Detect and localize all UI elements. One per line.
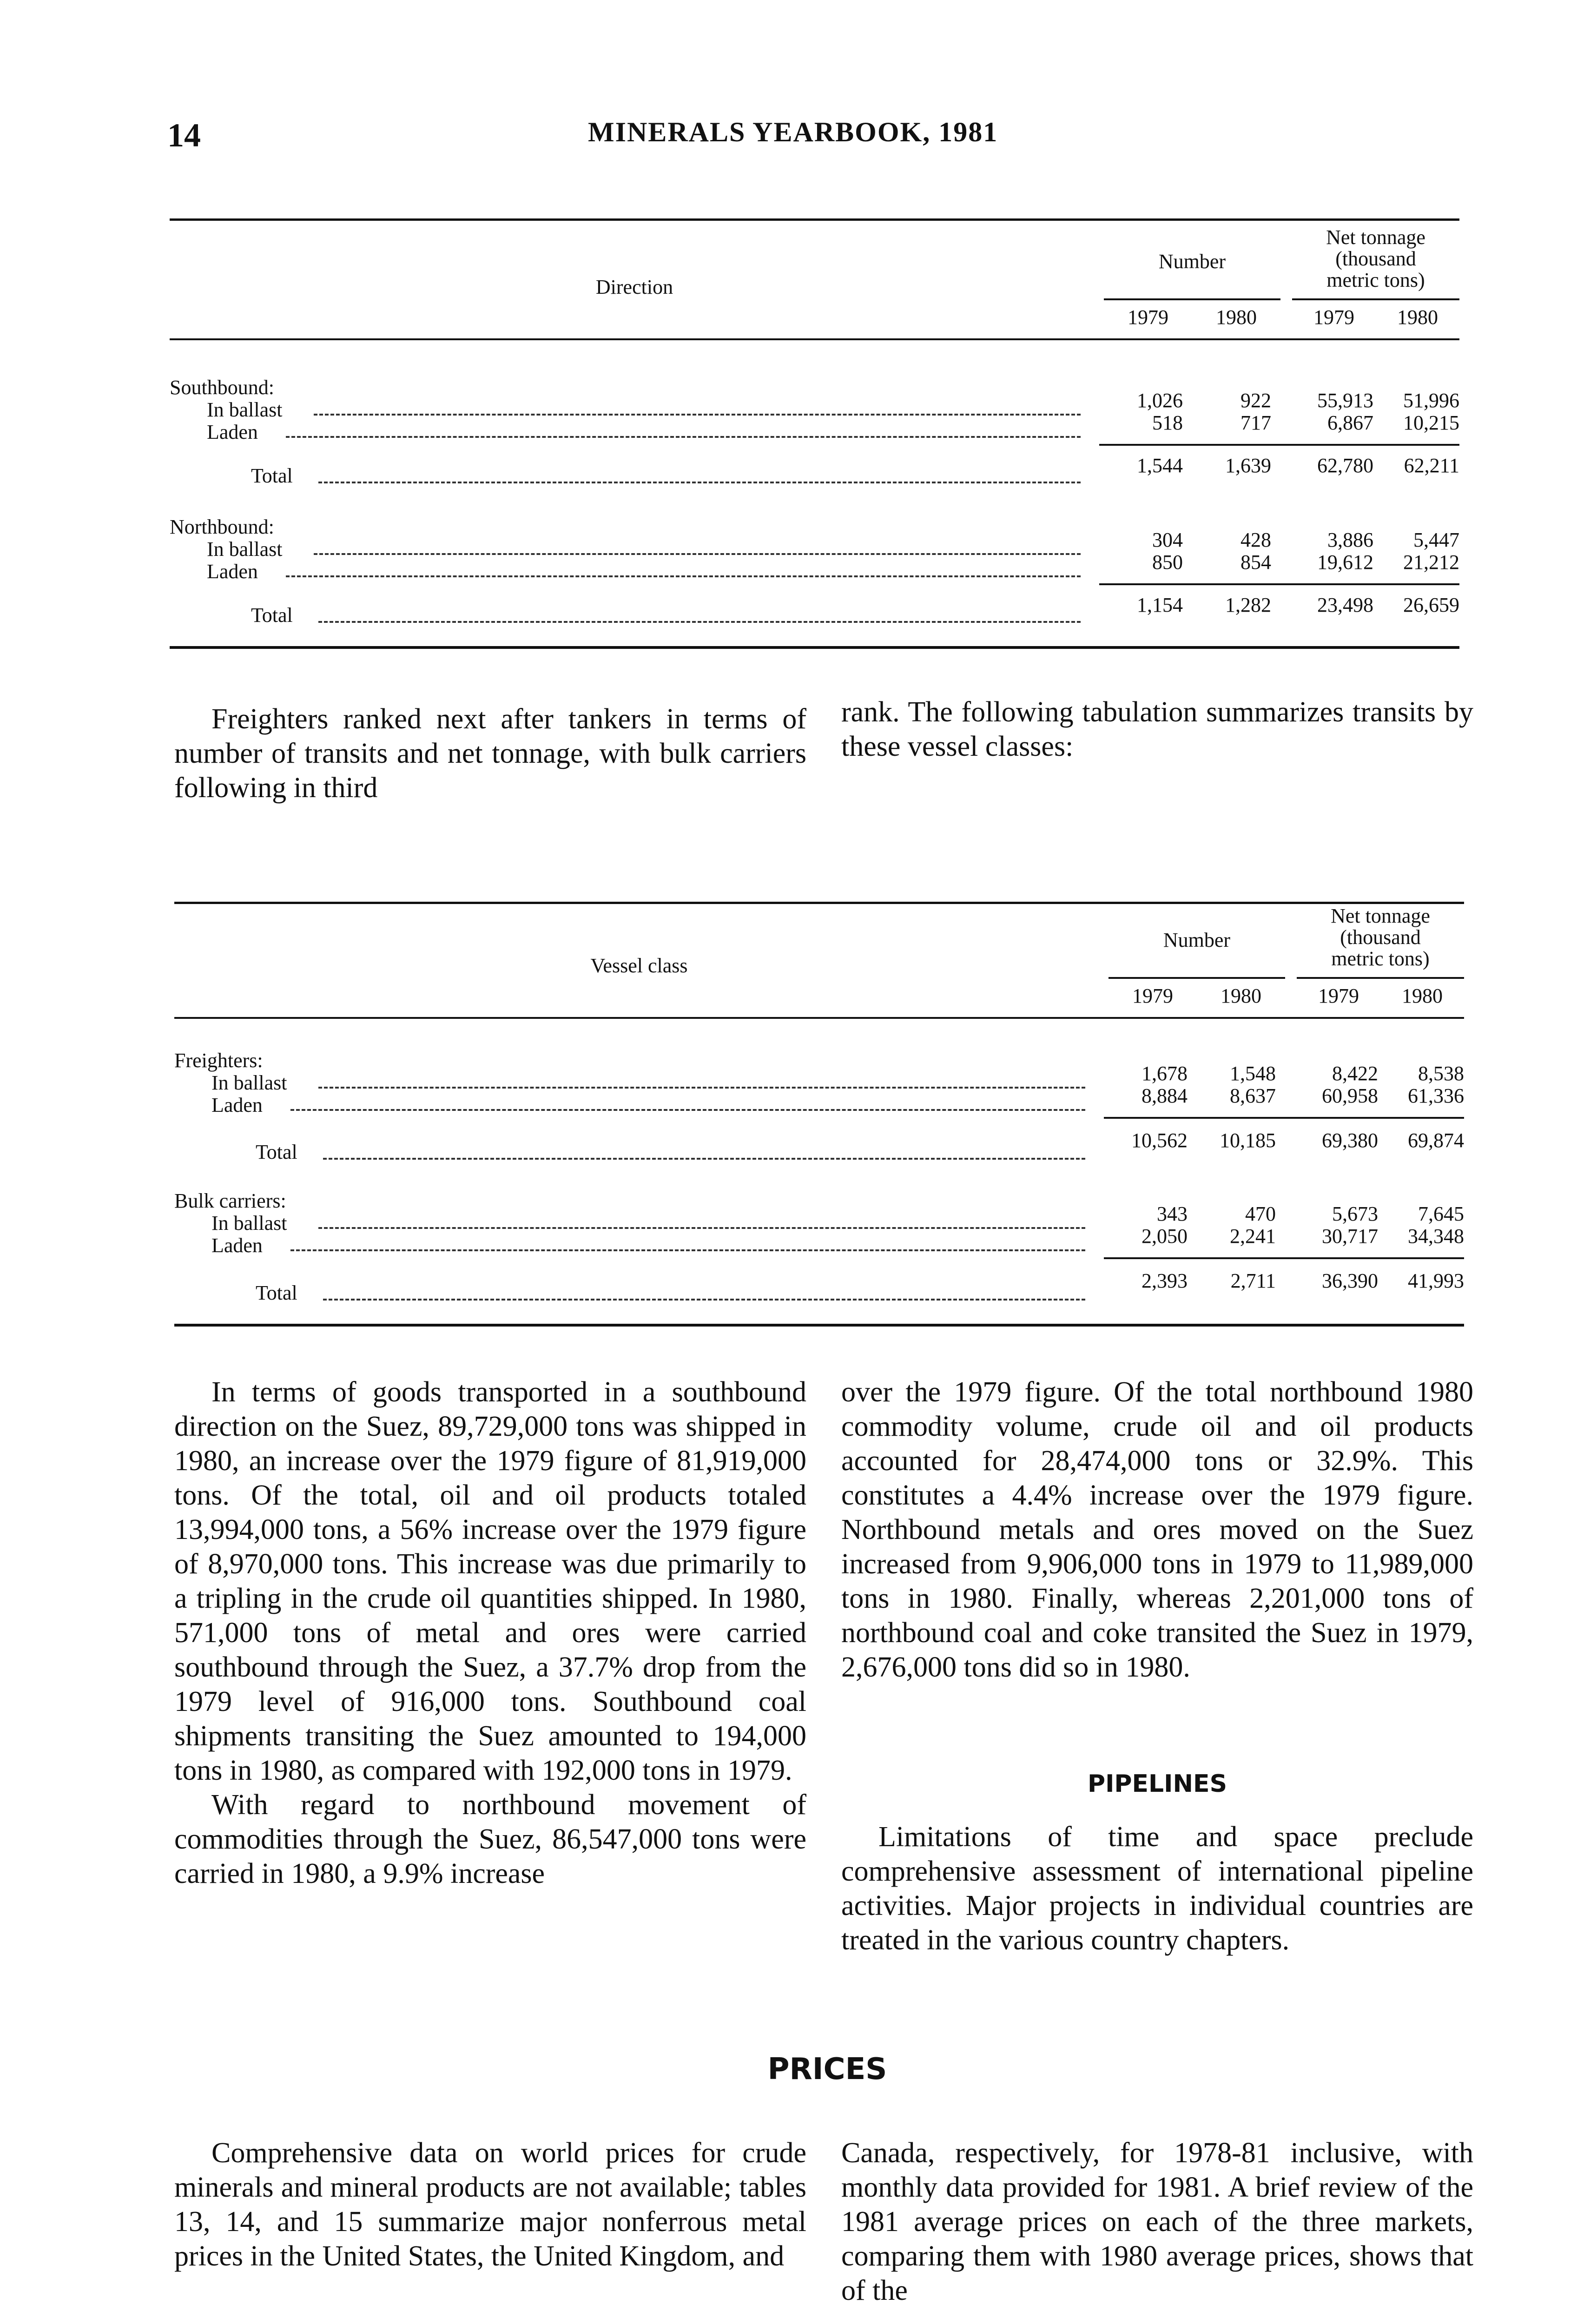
text-column-left	[174, 1375, 806, 1891]
table-cell: 1,678	[1142, 1062, 1188, 1085]
table-cell: 69,874	[1408, 1129, 1464, 1152]
table-cell: 8,422	[1332, 1062, 1378, 1085]
row-label: In ballast	[207, 398, 283, 421]
table-cell: 10,562	[1131, 1129, 1188, 1152]
table-cell: 51,996	[1403, 389, 1459, 412]
body-paragraph: Limitations of time and space preclude comprehensive assessment of international pipeline activities. Major projects in individual countries are treated in the various country chapters.	[841, 1821, 1473, 1956]
subtotal-rule	[1099, 583, 1459, 585]
number-group-rule	[1109, 977, 1285, 979]
table-cell: 304	[1152, 528, 1183, 551]
section-title: Freighters:	[174, 1049, 263, 1072]
table-cell: 21,212	[1403, 551, 1459, 574]
table-cell: 69,380	[1322, 1129, 1378, 1152]
body-paragraph: Comprehensive data on world prices for crude minerals and mineral products are not available; tables 13, 14, and 15 summarize major nonferrous metal prices in the United States, the United Kingdom, and	[174, 2137, 806, 2272]
row-label: Laden	[211, 1234, 263, 1257]
row-label: In ballast	[211, 1071, 287, 1094]
table-cell: 1,544	[1137, 454, 1183, 477]
number-group-header: Number	[1163, 929, 1231, 951]
section-title: Southbound:	[170, 376, 274, 399]
table-cell: 34,348	[1408, 1225, 1464, 1248]
subtotal-rule	[1099, 444, 1459, 446]
table-cell: 3,886	[1327, 528, 1373, 551]
header-bottom-rule	[170, 338, 1459, 340]
leader-dots	[323, 1158, 1085, 1160]
leader-dots	[318, 1087, 1085, 1089]
tonnage-header-line: metric tons)	[1326, 269, 1425, 291]
table-cell: 62,211	[1404, 454, 1459, 477]
year-header: 1979	[1318, 984, 1359, 1007]
tonnage-group-header	[1297, 905, 1464, 970]
row-label: Laden	[207, 560, 258, 583]
table-cell: 1,026	[1137, 389, 1183, 412]
tonnage-group-header	[1292, 227, 1459, 291]
table-cell: 5,673	[1332, 1202, 1378, 1225]
table-cell: 6,867	[1327, 411, 1373, 434]
section-heading-prices: PRICES	[767, 2052, 887, 2086]
total-label: Total	[251, 464, 293, 487]
section-title: Bulk carriers:	[174, 1189, 286, 1212]
body-paragraph: Freighters ranked next after tankers in terms of number of transits and net tonnage, with bulk carriers following in third	[174, 703, 806, 804]
transits-by-vessel-class-table	[174, 902, 1464, 1339]
table-cell: 55,913	[1317, 389, 1373, 412]
year-header: 1979	[1128, 306, 1168, 329]
table-cell: 8,637	[1230, 1084, 1276, 1107]
leader-dots	[290, 1249, 1085, 1251]
year-header: 1980	[1397, 306, 1438, 329]
page-number: 14	[167, 117, 201, 154]
leader-dots	[318, 1227, 1085, 1229]
text-column-right	[841, 2136, 1473, 2308]
body-paragraph: Canada, respectively, for 1978-81 inclusive, with monthly data provided for 1981. A brief review of the 1981 average prices on each of the three markets, comparing them with 1980 average prices, shows that of the	[841, 2137, 1473, 2306]
table-cell: 470	[1245, 1202, 1276, 1225]
tonnage-header-line: metric tons)	[1331, 947, 1430, 970]
table-cell: 36,390	[1322, 1269, 1378, 1292]
leader-dots	[314, 553, 1081, 555]
year-header: 1980	[1216, 306, 1257, 329]
row-label: In ballast	[211, 1212, 287, 1235]
table-cell: 1,282	[1225, 594, 1271, 616]
table-top-rule	[174, 902, 1464, 904]
table-top-rule	[170, 218, 1459, 221]
table-cell: 854	[1240, 551, 1271, 574]
text-column-right	[841, 1375, 1473, 1684]
table-cell: 8,538	[1418, 1062, 1464, 1085]
text-column-left	[174, 2136, 806, 2273]
leader-dots	[318, 621, 1081, 623]
text-column-right	[841, 1820, 1473, 1957]
table-cell: 10,215	[1403, 411, 1459, 434]
leader-dots	[314, 414, 1081, 416]
text-column-left	[174, 702, 806, 805]
stub-header: Direction	[595, 276, 673, 298]
table-bottom-rule	[174, 1324, 1464, 1327]
table-cell: 1,154	[1137, 594, 1183, 616]
table-cell: 7,645	[1418, 1202, 1464, 1225]
table-cell: 428	[1240, 528, 1271, 551]
table-cell: 2,711	[1230, 1269, 1276, 1292]
table-cell: 41,993	[1408, 1269, 1464, 1292]
table-cell: 922	[1240, 389, 1271, 412]
tonnage-group-rule	[1297, 977, 1464, 979]
table-cell: 8,884	[1142, 1084, 1188, 1107]
table-cell: 61,336	[1408, 1084, 1464, 1107]
section-heading-pipelines: PIPELINES	[1087, 1770, 1227, 1798]
table-cell: 1,639	[1225, 454, 1271, 477]
table-bottom-rule	[170, 646, 1459, 649]
row-label: Laden	[211, 1094, 263, 1116]
leader-dots	[318, 482, 1081, 483]
table-cell: 19,612	[1317, 551, 1373, 574]
body-paragraph: over the 1979 figure. Of the total northbound 1980 commodity volume, crude oil and oil products accounted for 28,474,000 tons or 32.9%. This constitutes a 4.4% increase over the 1979 figure. Northbound metals and ores moved on the Suez increased from 9,906,000 tons in 1979 to 11,989,000 tons in 1980. Finally, whereas 2,201,000 tons of northbound coal and coke transited the Suez in 1979, 2,676,000 tons did so in 1980.	[841, 1376, 1473, 1683]
total-label: Total	[251, 604, 293, 627]
table-cell: 343	[1157, 1202, 1188, 1225]
table-cell: 2,241	[1230, 1225, 1276, 1248]
transits-by-direction-table	[170, 218, 1459, 655]
table-cell: 62,780	[1317, 454, 1373, 477]
tonnage-header-line: (thousand	[1340, 926, 1421, 949]
table-cell: 60,958	[1322, 1084, 1378, 1107]
table-cell: 23,498	[1317, 594, 1373, 616]
year-header: 1980	[1221, 984, 1261, 1007]
leader-dots	[286, 575, 1081, 577]
table-cell: 26,659	[1403, 594, 1459, 616]
total-label: Total	[256, 1281, 297, 1304]
table-cell: 2,050	[1142, 1225, 1188, 1248]
number-group-header: Number	[1158, 250, 1226, 273]
table-cell: 1,548	[1230, 1062, 1276, 1085]
leader-dots	[286, 436, 1081, 438]
tonnage-header-line: (thousand	[1335, 247, 1416, 270]
header-bottom-rule	[174, 1017, 1464, 1019]
year-header: 1979	[1132, 984, 1173, 1007]
section-title: Northbound:	[170, 515, 274, 538]
year-header: 1979	[1313, 306, 1354, 329]
subtotal-rule	[1104, 1117, 1464, 1119]
stub-header: Vessel class	[590, 954, 688, 977]
body-paragraph: With regard to northbound movement of commodities through the Suez, 86,547,000 tons were carried in 1980, a 9.9% increase	[174, 1789, 806, 1889]
leader-dots	[323, 1299, 1085, 1301]
tonnage-group-rule	[1292, 298, 1459, 300]
tonnage-header-line: Net tonnage	[1331, 905, 1430, 927]
running-title: MINERALS YEARBOOK, 1981	[588, 117, 998, 147]
tonnage-header-line: Net tonnage	[1326, 226, 1425, 249]
table-cell: 518	[1152, 411, 1183, 434]
table-cell: 5,447	[1413, 528, 1459, 551]
row-label: Laden	[207, 421, 258, 443]
leader-dots	[290, 1109, 1085, 1111]
body-paragraph: rank. The following tabulation summarizes transits by these vessel classes:	[841, 696, 1473, 762]
table-cell: 30,717	[1322, 1225, 1378, 1248]
number-group-rule	[1104, 298, 1280, 300]
table-cell: 850	[1152, 551, 1183, 574]
table-cell: 10,185	[1220, 1129, 1276, 1152]
total-label: Total	[256, 1141, 297, 1163]
subtotal-rule	[1104, 1257, 1464, 1259]
text-column-right	[841, 695, 1473, 764]
row-label: In ballast	[207, 538, 283, 561]
table-cell: 717	[1240, 411, 1271, 434]
body-paragraph: In terms of goods transported in a southbound direction on the Suez, 89,729,000 tons was shipped in 1980, an increase over the 1979 figure of 81,919,000 tons. Of the total, oil and oil products totaled 13,994,000 tons, a 56% increase over the 1979 figure of 8,970,000 tons. This increase was due primarily to a tripling in the crude oil quantities shipped. In 1980, 571,000 tons of metal and ores were carried southbound through the Suez, a 37.7% drop from the 1979 level of 916,000 tons. Southbound coal shipments transiting the Suez amounted to 194,000 tons in 1980, as compared with 192,000 tons in 1979.	[174, 1376, 806, 1786]
table-cell: 2,393	[1142, 1269, 1188, 1292]
year-header: 1980	[1402, 984, 1443, 1007]
